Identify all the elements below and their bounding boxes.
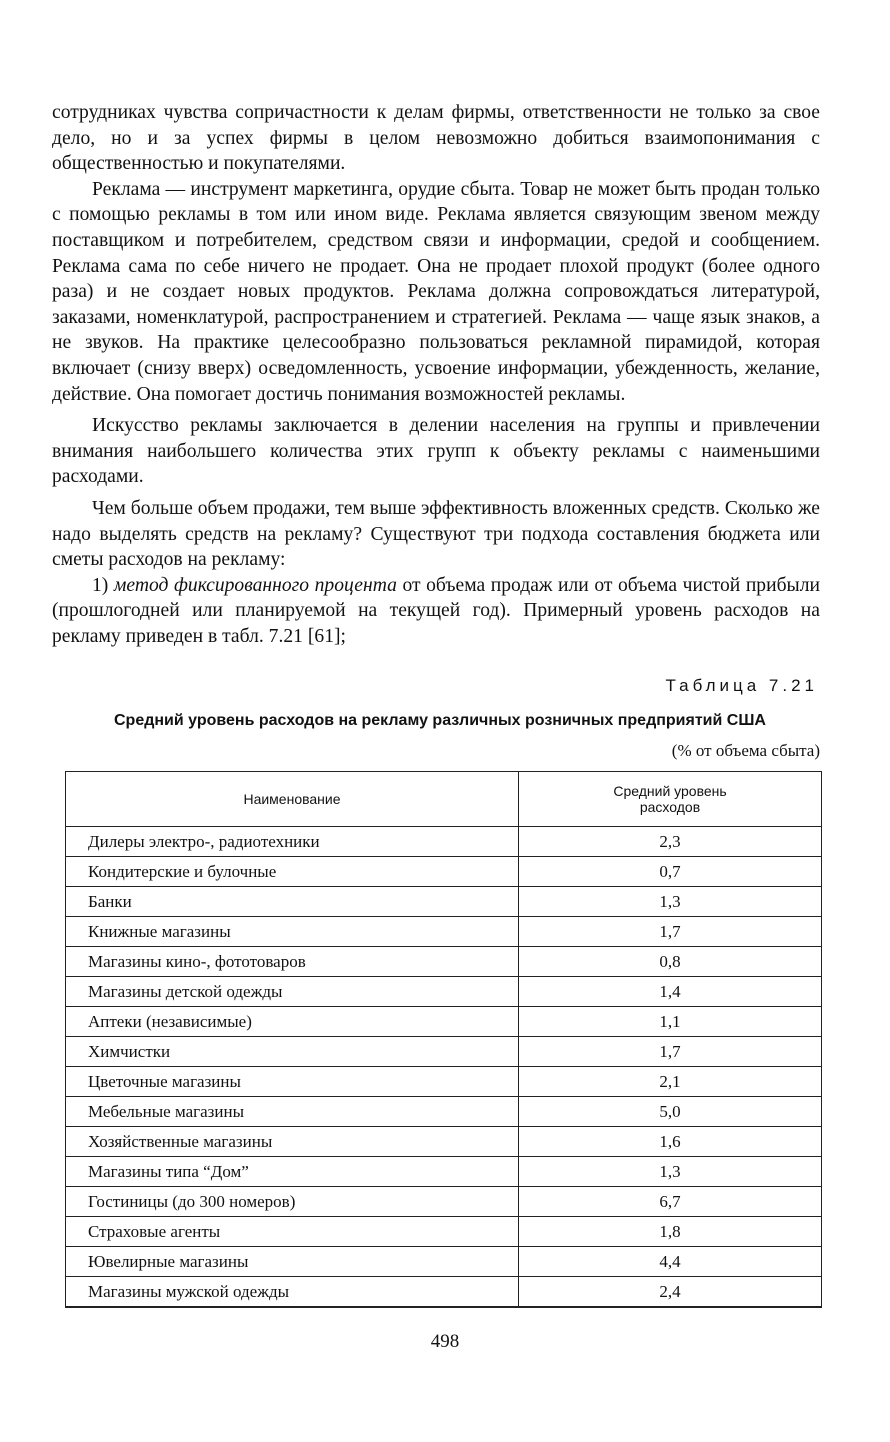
row-name: Кондитерские и булочные <box>66 857 519 887</box>
table-row <box>66 887 822 917</box>
table-row <box>66 1187 822 1217</box>
row-value: 4,4 <box>519 1247 822 1277</box>
table-row <box>66 1037 822 1067</box>
header-name: Наименование <box>66 772 519 827</box>
table-row <box>66 977 822 1007</box>
row-value: 2,3 <box>519 827 822 857</box>
row-value: 1,1 <box>519 1007 822 1037</box>
paragraph-1: сотрудниках чувства сопричастности к делам фирмы, ответственности не только за свое дело, но и за успех фирмы в целом невозможно добиться взаимопонимания с общественностью и покупателями. <box>52 102 820 175</box>
row-value: 2,4 <box>519 1277 822 1308</box>
row-name: Магазины типа “Дом” <box>66 1157 519 1187</box>
table-row <box>66 857 822 887</box>
paragraph-5 <box>52 573 820 650</box>
paragraph-2: Реклама — инструмент маркетинга, орудие сбыта. Товар не может быть продан только с помощью рекламы в том или ином виде. Реклама является связующим звеном между поставщиком и потребителем, средством связи и информации, средой и сообщением. Реклама сама по себе ничего не продает. Она не продает плохой продукт (более одного раза) и не создает новых продуктов. Реклама должна сопровождаться литературой, заказами, номенклатурой, распространением и стратегией. Реклама — чаще язык знаков, а не звуков. На практике целесообразно пользоваться рекламной пирамидой, которая включает (снизу вверх) осведомленность, усвоение информации, убежденность, желание, действие. Она помогает достичь понимания возможностей рекламы. <box>52 178 820 405</box>
row-name: Аптеки (независимые) <box>66 1007 519 1037</box>
row-value: 2,1 <box>519 1067 822 1097</box>
row-value: 1,7 <box>519 1037 822 1067</box>
row-value: 1,3 <box>519 1157 822 1187</box>
row-name: Дилеры электро-, радиотехники <box>66 827 519 857</box>
row-name: Мебельные магазины <box>66 1097 519 1127</box>
row-name: Страховые агенты <box>66 1217 519 1247</box>
row-value: 0,7 <box>519 857 822 887</box>
table-header-row <box>66 772 822 827</box>
table-row <box>66 1127 822 1157</box>
row-value: 1,4 <box>519 977 822 1007</box>
list-marker: 1) <box>92 574 114 596</box>
row-name: Банки <box>66 887 519 917</box>
row-value: 1,3 <box>519 887 822 917</box>
table-row <box>66 947 822 977</box>
row-name: Химчистки <box>66 1037 519 1067</box>
table-body <box>66 827 822 1308</box>
paragraph-5-text: от объема продаж или от объема чистой прибыли (прошлогодней или планируемой на текущей год). Примерный уровень расходов на рекламу приведен в табл. 7.21 [61]; <box>52 574 820 647</box>
row-value: 1,6 <box>519 1127 822 1157</box>
row-name: Магазины мужской одежды <box>66 1277 519 1308</box>
paragraph-3: Искусство рекламы заключается в делении населения на группы и привлечении внимания наибольшего количества этих групп к объекту рекламы с наименьшими расходами. <box>52 415 820 488</box>
row-name: Книжные магазины <box>66 917 519 947</box>
row-value: 1,7 <box>519 917 822 947</box>
table-row <box>66 1157 822 1187</box>
table-row <box>66 1067 822 1097</box>
body-text <box>52 100 820 649</box>
expenses-table <box>65 771 822 1308</box>
method-term: метод фиксированного процента <box>113 574 397 596</box>
row-value: 0,8 <box>519 947 822 977</box>
table-unit: (% от объема сбыта) <box>671 741 820 760</box>
page-number: 498 <box>430 1331 460 1352</box>
table-row <box>66 1247 822 1277</box>
row-name: Гостиницы (до 300 номеров) <box>66 1187 519 1217</box>
row-value: 1,8 <box>519 1217 822 1247</box>
row-value: 5,0 <box>519 1097 822 1127</box>
row-name: Магазины кино-, фототоваров <box>66 947 519 977</box>
paragraph-4: Чем больше объем продажи, тем выше эффективность вложенных средств. Сколько же надо выделять средств на рекламу? Существуют три подхода составления бюджета или сметы расходов на рекламу: <box>52 497 820 571</box>
row-value: 6,7 <box>519 1187 822 1217</box>
table-title: Средний уровень расходов на рекламу различных розничных предприятий США <box>114 712 766 729</box>
row-name: Ювелирные магазины <box>66 1247 519 1277</box>
table-row <box>66 917 822 947</box>
table-row <box>66 1097 822 1127</box>
table-row <box>66 1217 822 1247</box>
row-name: Магазины детской одежды <box>66 977 519 1007</box>
header-value <box>519 772 822 827</box>
table-row <box>66 827 822 857</box>
row-name: Цветочные магазины <box>66 1067 519 1097</box>
header-value-text: Средний уровень расходов <box>613 783 727 815</box>
table-row <box>66 1007 822 1037</box>
table-row <box>66 1277 822 1308</box>
table-label: Таблица 7.21 <box>665 676 818 695</box>
row-name: Хозяйственные магазины <box>66 1127 519 1157</box>
